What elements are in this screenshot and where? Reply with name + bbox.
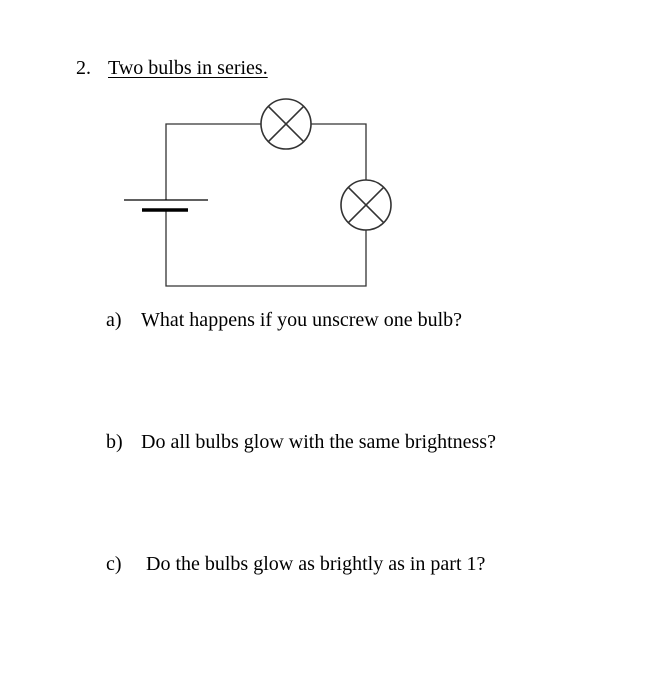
- question-letter: c): [106, 553, 122, 575]
- section-title: Two bulbs in series.: [108, 57, 268, 79]
- question-c: [106, 550, 485, 578]
- wire-right-lower: [166, 210, 366, 286]
- bulb-icon: [341, 180, 391, 230]
- question-text: What happens if you unscrew one bulb?: [141, 309, 463, 331]
- bulb-icon: [261, 99, 311, 149]
- question-b: [106, 428, 496, 456]
- question-text: Do all bulbs glow with the same brightness?: [141, 431, 496, 453]
- battery-icon: [124, 200, 208, 210]
- wire-top-left: [166, 124, 261, 200]
- wire-top-right: [311, 124, 366, 180]
- question-letter: b): [106, 431, 123, 453]
- section-number: 2.: [76, 57, 91, 79]
- question-letter: a): [106, 309, 122, 331]
- question-a: [106, 306, 462, 334]
- question-text: Do the bulbs glow as brightly as in part 1?: [146, 553, 486, 575]
